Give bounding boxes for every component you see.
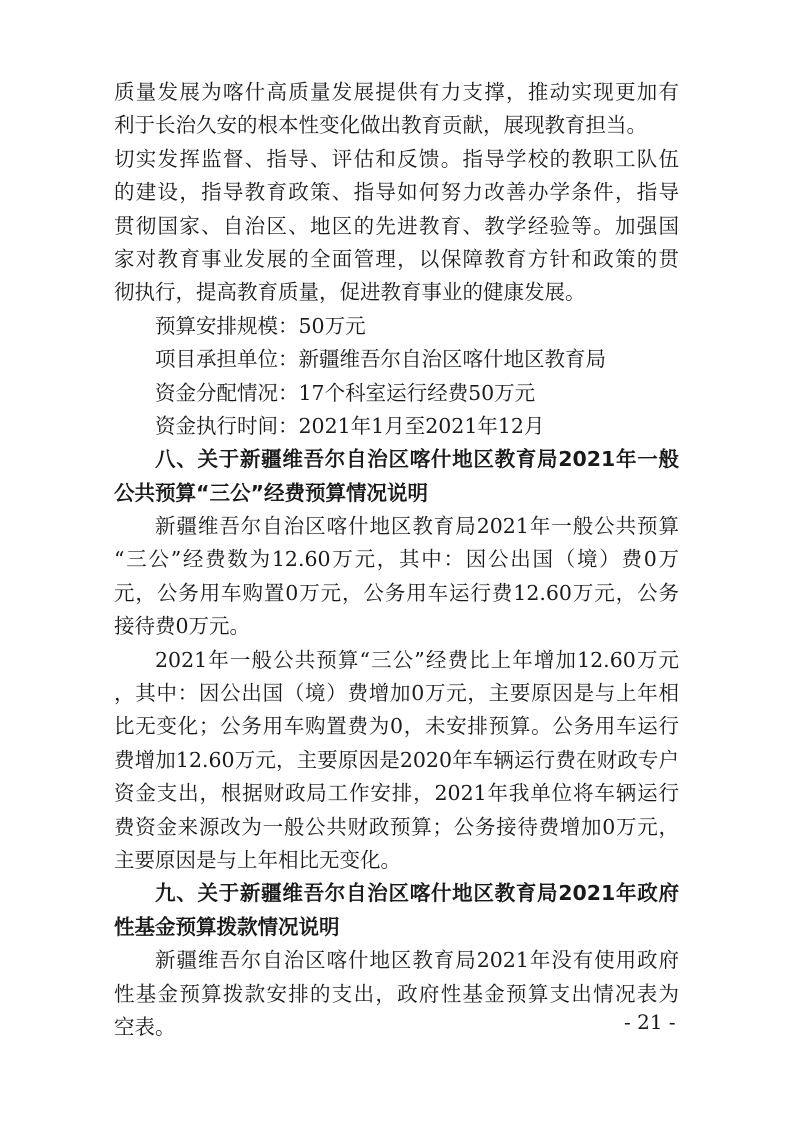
paragraph-line: 利于长治久安的根本性变化做出教育贡献，展现教育担当。 <box>114 113 647 138</box>
paragraph-line: 预算安排规模：50万元 <box>155 313 366 338</box>
paragraph-line: 质量发展为喀什高质量发展提供有力支撑，推动实现更加有 <box>114 80 679 104</box>
paragraph-line: 项目承担单位：新疆维吾尔自治区喀什地区教育局 <box>155 347 606 372</box>
paragraph-line: 主要原因是与上年相比无变化。 <box>114 847 401 872</box>
section-heading-line: 九、关于新疆维吾尔自治区喀什地区教育局2021年政府 <box>155 881 679 906</box>
paragraph-line: 资金分配情况：17个科室运行经费50万元 <box>155 380 536 405</box>
paragraph-line: 2021年一般公共预算“三公”经费比上年增加12.60万元 <box>155 647 679 672</box>
paragraph-line: 元，公务用车购置0万元，公务用车运行费12.60万元，公务 <box>114 580 679 605</box>
paragraph-line: ，其中：因公出国（境）费增加0万元，主要原因是与上年相 <box>114 681 679 706</box>
paragraph-line: 家对教育事业发展的全面管理，以保障教育方针和政策的贯 <box>114 246 679 271</box>
paragraph-line: 的建设，指导教育政策、指导如何努力改善办学条件，指导 <box>114 180 679 205</box>
paragraph-line: 比无变化；公务用车购置费为0，未安排预算。公务用车运行 <box>114 714 679 739</box>
paragraph-line: 资金支出，根据财政局工作安排，2021年我单位将车辆运行 <box>114 781 679 806</box>
paragraph-line: 贯彻国家、自治区、地区的先进教育、教学经验等。加强国 <box>114 213 679 238</box>
paragraph-line: 接待费0万元。 <box>114 614 251 639</box>
paragraph-line: 新疆维吾尔自治区喀什地区教育局2021年没有使用政府 <box>155 948 679 973</box>
section-heading-line: 性基金预算拨款情况说明 <box>114 914 340 939</box>
paragraph-line: 空表。 <box>114 1014 176 1039</box>
paragraph-line: 资金执行时间：2021年1月至2021年12月 <box>155 413 545 438</box>
paragraph-line: 新疆维吾尔自治区喀什地区教育局2021年一般公共预算 <box>155 514 679 539</box>
page-number: - 21 - <box>624 1010 676 1034</box>
section-heading-line: 公共预算“三公”经费预算情况说明 <box>114 480 428 505</box>
paragraph-line: “三公”经费数为12.60万元，其中：因公出国（境）费0万 <box>114 547 679 572</box>
document-body <box>114 76 679 1044</box>
paragraph-line: 费资金来源改为一般公共财政预算；公务接待费增加0万元， <box>114 814 679 839</box>
paragraph-line: 彻执行，提高教育质量，促进教育事业的健康发展。 <box>114 280 586 305</box>
paragraph-line: 性基金预算拨款安排的支出，政府性基金预算支出情况表为 <box>114 981 679 1006</box>
section-heading-line: 八、关于新疆维吾尔自治区喀什地区教育局2021年一般 <box>155 447 679 472</box>
paragraph-line: 切实发挥监督、指导、评估和反馈。指导学校的教职工队伍 <box>114 146 679 171</box>
paragraph-line: 费增加12.60万元，主要原因是2020年车辆运行费在财政专户 <box>114 747 679 772</box>
